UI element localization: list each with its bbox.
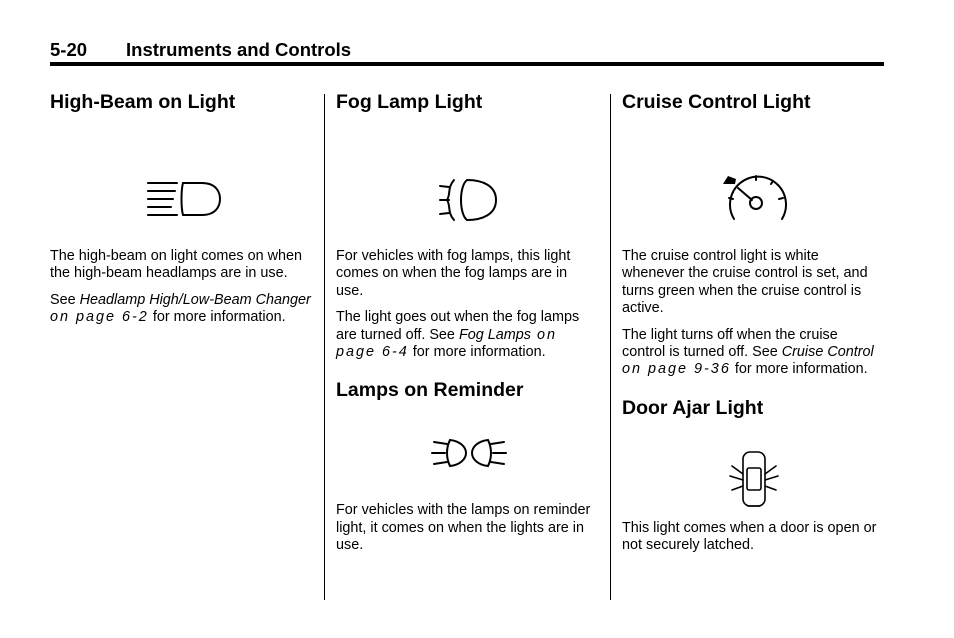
column-high-beam [50, 90, 312, 327]
high-beam-reference-link[interactable]: Headlamp High/Low-Beam Changer on page 6-2 [50, 291, 311, 326]
fog-lamp-heading: Fog Lamp Light [336, 91, 483, 113]
lamps-reminder-heading: Lamps on Reminder [336, 379, 524, 402]
high-beam-paragraph-1: The high-beam on light comes on when the high-beam headlamps are in use. [50, 248, 302, 282]
lamps-reminder-paragraph-1: For vehicles with the lamps on reminder light, it comes on when the lights are in use. [336, 502, 591, 554]
cruise-control-reference-link[interactable]: Cruise Control on page 9-36 [622, 344, 874, 378]
column-divider [324, 94, 325, 600]
header-rule [50, 62, 884, 66]
cruise-control-paragraph-2: The light turns off when the cruise control is turned off. See Cruise Control on page 9-36 for more information. [622, 326, 874, 378]
door-ajar-heading: Door Ajar Light [622, 396, 764, 419]
door-ajar-paragraph-1: This light comes when a door is open or not securely latched. [622, 519, 877, 554]
column-cruise-control [622, 90, 884, 555]
page-title: Instruments and Controls [126, 39, 352, 60]
high-beam-paragraph-2: See Headlamp High/Low-Beam Changer on page 6-2 for more information. [50, 291, 311, 326]
fog-lamp-reference-link[interactable]: Fog Lamps on page 6-4 [336, 326, 557, 361]
column-fog-lamp [336, 90, 598, 555]
cruise-control-paragraph-1: The cruise control light is white whenever the cruise control is set, and turns green when the cruise control is active. [622, 248, 868, 317]
high-beam-indicator-icon [50, 134, 312, 234]
cruise-control-heading: Cruise Control Light [622, 91, 811, 113]
page-header [50, 39, 351, 61]
lamps-on-reminder-icon [336, 410, 598, 510]
door-ajar-indicator-icon [622, 428, 884, 528]
high-beam-heading: High-Beam on Light [50, 91, 236, 113]
fog-lamp-indicator-icon [336, 134, 598, 234]
page-number: 5-20 [50, 39, 88, 60]
fog-lamp-paragraph-2: The light goes out when the fog lamps are turned off. See Fog Lamps on page 6-4 for more information. [336, 309, 580, 361]
cruise-control-indicator-icon [622, 134, 884, 234]
fog-lamp-paragraph-1: For vehicles with fog lamps, this light comes on when the fog lamps are in use. [336, 248, 571, 299]
column-divider [610, 94, 611, 600]
